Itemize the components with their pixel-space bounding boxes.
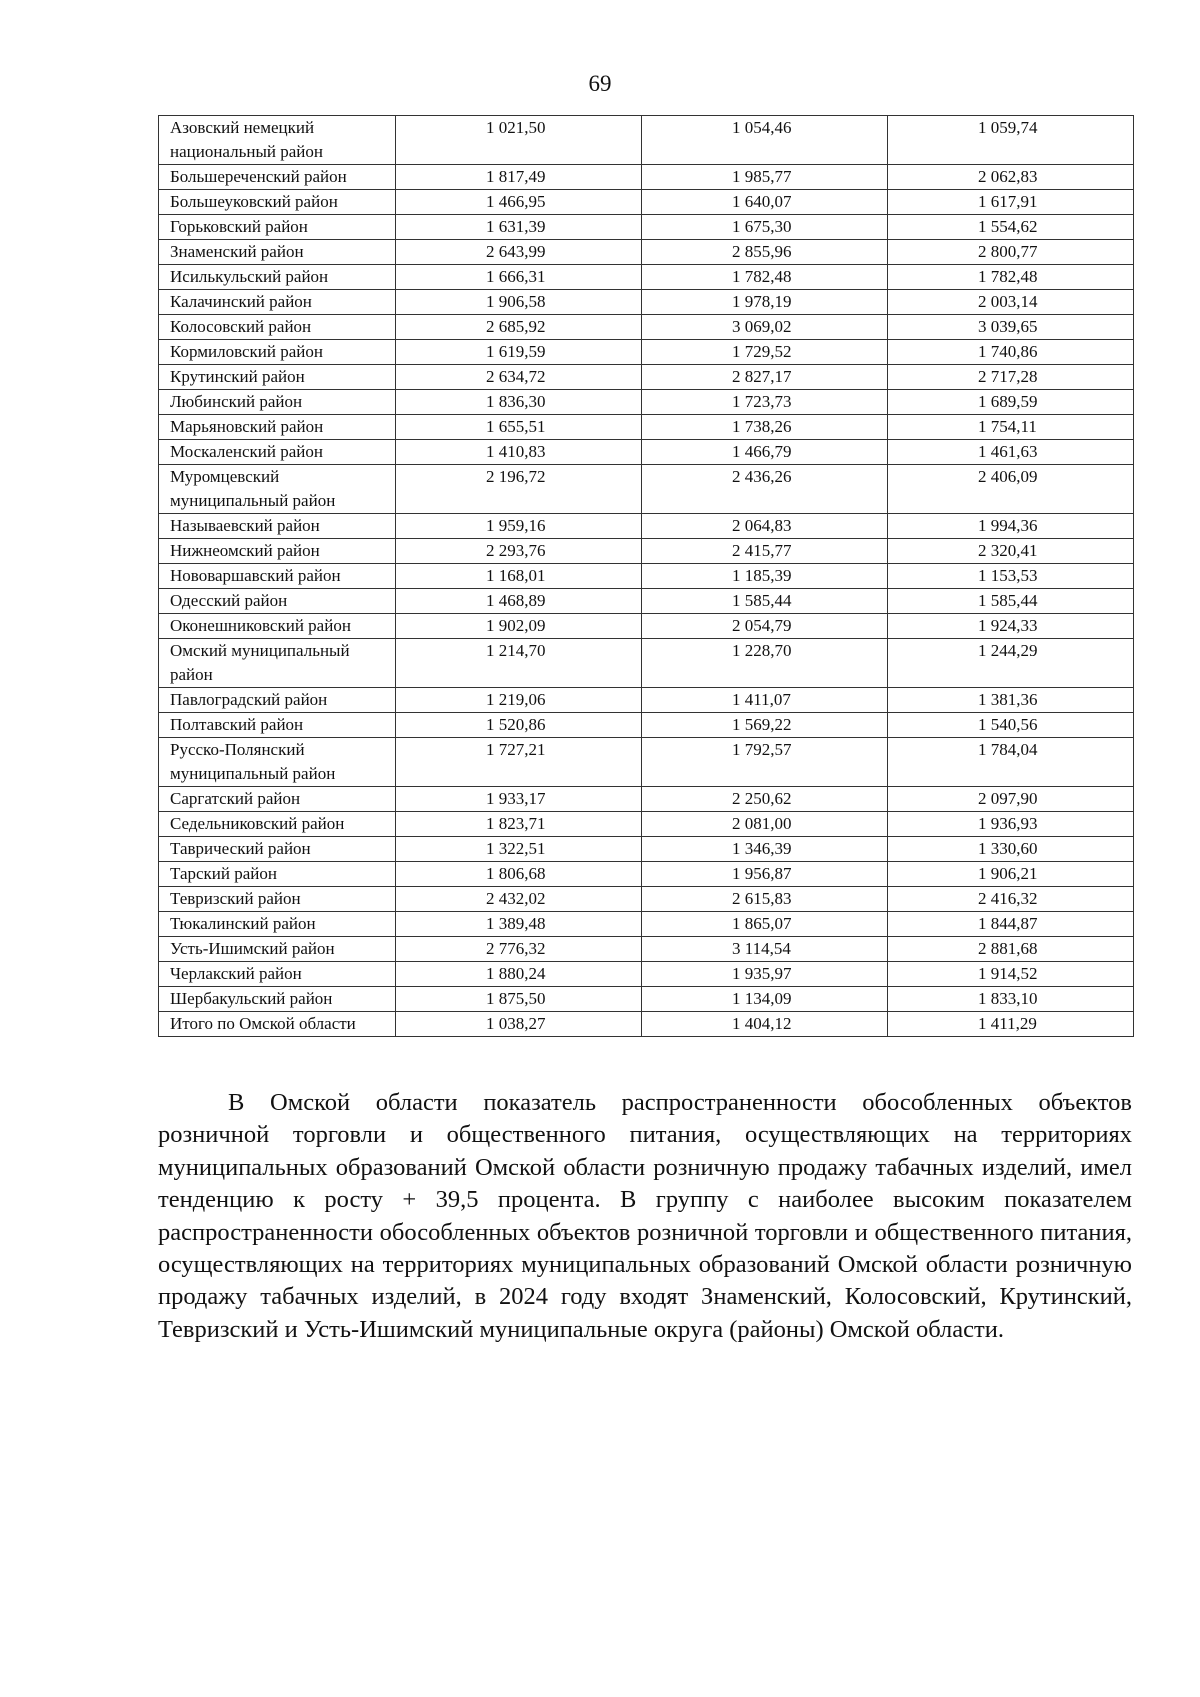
value-cell-col1: 1 902,09 xyxy=(396,614,642,639)
value-cell-col1: 1 219,06 xyxy=(396,688,642,713)
value-cell-col2: 1 185,39 xyxy=(642,564,888,589)
value-cell-col1: 1 655,51 xyxy=(396,415,642,440)
district-name-cell: Итого по Омской области xyxy=(159,1012,396,1037)
value-cell-col1: 2 196,72 xyxy=(396,465,642,514)
district-name-cell: Тевризский район xyxy=(159,887,396,912)
value-cell-col3: 1 585,44 xyxy=(888,589,1134,614)
value-cell-col1: 1 666,31 xyxy=(396,265,642,290)
table-row xyxy=(159,688,1134,713)
value-cell-col3: 2 003,14 xyxy=(888,290,1134,315)
value-cell-col3: 1 924,33 xyxy=(888,614,1134,639)
value-cell-col2: 1 956,87 xyxy=(642,862,888,887)
value-cell-col3: 1 754,11 xyxy=(888,415,1134,440)
district-name-cell: Русско-Полянский муниципальный район xyxy=(159,738,396,787)
district-name-cell: Азовский немецкий национальный район xyxy=(159,116,396,165)
value-cell-col1: 1 875,50 xyxy=(396,987,642,1012)
table-row xyxy=(159,787,1134,812)
value-cell-col1: 1 466,95 xyxy=(396,190,642,215)
district-name-cell: Горьковский район xyxy=(159,215,396,240)
table-row xyxy=(159,987,1134,1012)
table-row xyxy=(159,465,1134,514)
table-row xyxy=(159,912,1134,937)
district-name-cell: Муромцевский муниципальный район xyxy=(159,465,396,514)
value-cell-col3: 1 833,10 xyxy=(888,987,1134,1012)
district-name-cell: Усть-Ишимский район xyxy=(159,937,396,962)
value-cell-col2: 2 855,96 xyxy=(642,240,888,265)
value-cell-col3: 2 406,09 xyxy=(888,465,1134,514)
table-row xyxy=(159,837,1134,862)
value-cell-col1: 1 389,48 xyxy=(396,912,642,937)
summary-paragraph: В Омской области показатель распространенности обособленных объектов розничной торговли и общественного питания, осуществляющих на территориях муниципальных образований Омской области розничную продажу табачных изделий, имел тенденцию к росту + 39,5 процента. В группу с наиболее высоким показателем распространенности обособленных объектов розничной торговли и общественного питания, осуществляющих на территориях муниципальных образований Омской области розничную продажу табачных изделий, в 2024 году входят Знаменский, Колосовский, Крутинский, Тевризский и Усть-Ишимский муниципальные округа (районы) Омской области. xyxy=(158,1089,1132,1343)
value-cell-col2: 1 978,19 xyxy=(642,290,888,315)
value-cell-col2: 1 729,52 xyxy=(642,340,888,365)
value-cell-col1: 1 933,17 xyxy=(396,787,642,812)
district-name-cell: Шербакульский район xyxy=(159,987,396,1012)
table-row xyxy=(159,240,1134,265)
table-row xyxy=(159,713,1134,738)
table-row xyxy=(159,190,1134,215)
value-cell-col2: 3 069,02 xyxy=(642,315,888,340)
table-row xyxy=(159,589,1134,614)
district-name-cell: Омский муниципальный район xyxy=(159,639,396,688)
value-cell-col1: 1 021,50 xyxy=(396,116,642,165)
value-cell-col1: 1 631,39 xyxy=(396,215,642,240)
value-cell-col1: 1 727,21 xyxy=(396,738,642,787)
value-cell-col1: 1 959,16 xyxy=(396,514,642,539)
district-name-cell: Тарский район xyxy=(159,862,396,887)
value-cell-col1: 2 432,02 xyxy=(396,887,642,912)
value-cell-col3: 1 153,53 xyxy=(888,564,1134,589)
district-name-cell: Москаленский район xyxy=(159,440,396,465)
district-name-cell: Седельниковский район xyxy=(159,812,396,837)
table-row xyxy=(159,365,1134,390)
value-cell-col3: 2 416,32 xyxy=(888,887,1134,912)
table-row xyxy=(159,812,1134,837)
table-row xyxy=(159,290,1134,315)
value-cell-col3: 1 461,63 xyxy=(888,440,1134,465)
value-cell-col3: 1 330,60 xyxy=(888,837,1134,862)
value-cell-col3: 1 906,21 xyxy=(888,862,1134,887)
value-cell-col2: 1 675,30 xyxy=(642,215,888,240)
value-cell-col1: 1 214,70 xyxy=(396,639,642,688)
value-cell-col1: 2 776,32 xyxy=(396,937,642,962)
value-cell-col3: 2 881,68 xyxy=(888,937,1134,962)
value-cell-col3: 1 782,48 xyxy=(888,265,1134,290)
value-cell-col3: 1 689,59 xyxy=(888,390,1134,415)
value-cell-col2: 1 411,07 xyxy=(642,688,888,713)
value-cell-col3: 1 411,29 xyxy=(888,1012,1134,1037)
value-cell-col2: 2 436,26 xyxy=(642,465,888,514)
district-name-cell: Нижнеомский район xyxy=(159,539,396,564)
value-cell-col1: 1 880,24 xyxy=(396,962,642,987)
value-cell-col2: 1 723,73 xyxy=(642,390,888,415)
table-row xyxy=(159,116,1134,165)
value-cell-col3: 1 617,91 xyxy=(888,190,1134,215)
value-cell-col2: 1 054,46 xyxy=(642,116,888,165)
value-cell-col1: 2 293,76 xyxy=(396,539,642,564)
value-cell-col2: 1 134,09 xyxy=(642,987,888,1012)
table-row xyxy=(159,315,1134,340)
district-name-cell: Кормиловский район xyxy=(159,340,396,365)
value-cell-col2: 2 054,79 xyxy=(642,614,888,639)
value-cell-col3: 1 936,93 xyxy=(888,812,1134,837)
table-row xyxy=(159,265,1134,290)
district-name-cell: Саргатский район xyxy=(159,787,396,812)
value-cell-col1: 1 817,49 xyxy=(396,165,642,190)
table-row xyxy=(159,390,1134,415)
value-cell-col1: 1 906,58 xyxy=(396,290,642,315)
value-cell-col3: 2 097,90 xyxy=(888,787,1134,812)
value-cell-col1: 1 168,01 xyxy=(396,564,642,589)
value-cell-col3: 1 740,86 xyxy=(888,340,1134,365)
table-row xyxy=(159,937,1134,962)
value-cell-col2: 3 114,54 xyxy=(642,937,888,962)
value-cell-col2: 1 985,77 xyxy=(642,165,888,190)
value-cell-col2: 1 466,79 xyxy=(642,440,888,465)
value-cell-col3: 1 244,29 xyxy=(888,639,1134,688)
value-cell-col3: 2 062,83 xyxy=(888,165,1134,190)
district-name-cell: Павлоградский район xyxy=(159,688,396,713)
table-row xyxy=(159,165,1134,190)
value-cell-col1: 2 643,99 xyxy=(396,240,642,265)
district-name-cell: Крутинский район xyxy=(159,365,396,390)
district-name-cell: Оконешниковский район xyxy=(159,614,396,639)
value-cell-col3: 1 554,62 xyxy=(888,215,1134,240)
value-cell-col1: 2 634,72 xyxy=(396,365,642,390)
value-cell-col2: 1 585,44 xyxy=(642,589,888,614)
value-cell-col2: 2 064,83 xyxy=(642,514,888,539)
value-cell-col2: 1 640,07 xyxy=(642,190,888,215)
table-row xyxy=(159,1012,1134,1037)
value-cell-col2: 2 250,62 xyxy=(642,787,888,812)
value-cell-col1: 1 836,30 xyxy=(396,390,642,415)
district-name-cell: Колосовский район xyxy=(159,315,396,340)
table-row xyxy=(159,514,1134,539)
value-cell-col3: 1 784,04 xyxy=(888,738,1134,787)
district-name-cell: Марьяновский район xyxy=(159,415,396,440)
district-name-cell: Называевский район xyxy=(159,514,396,539)
body-text xyxy=(158,1087,1132,1346)
table-row xyxy=(159,215,1134,240)
value-cell-col2: 1 935,97 xyxy=(642,962,888,987)
district-name-cell: Одесский район xyxy=(159,589,396,614)
value-cell-col2: 2 827,17 xyxy=(642,365,888,390)
table-row xyxy=(159,887,1134,912)
table-body xyxy=(159,116,1134,1037)
value-cell-col3: 2 320,41 xyxy=(888,539,1134,564)
value-cell-col2: 2 615,83 xyxy=(642,887,888,912)
table-row xyxy=(159,415,1134,440)
district-name-cell: Исилькульский район xyxy=(159,265,396,290)
table-row xyxy=(159,539,1134,564)
value-cell-col2: 1 346,39 xyxy=(642,837,888,862)
district-name-cell: Таврический район xyxy=(159,837,396,862)
value-cell-col1: 1 619,59 xyxy=(396,340,642,365)
value-cell-col1: 1 520,86 xyxy=(396,713,642,738)
value-cell-col2: 1 404,12 xyxy=(642,1012,888,1037)
table-row xyxy=(159,614,1134,639)
value-cell-col3: 1 381,36 xyxy=(888,688,1134,713)
district-name-cell: Черлакский район xyxy=(159,962,396,987)
value-cell-col2: 2 081,00 xyxy=(642,812,888,837)
value-cell-col2: 2 415,77 xyxy=(642,539,888,564)
value-cell-col3: 1 540,56 xyxy=(888,713,1134,738)
value-cell-col2: 1 228,70 xyxy=(642,639,888,688)
table-row xyxy=(159,738,1134,787)
district-name-cell: Калачинский район xyxy=(159,290,396,315)
district-name-cell: Нововаршавский район xyxy=(159,564,396,589)
value-cell-col2: 1 865,07 xyxy=(642,912,888,937)
value-cell-col3: 3 039,65 xyxy=(888,315,1134,340)
value-cell-col2: 1 738,26 xyxy=(642,415,888,440)
value-cell-col3: 2 800,77 xyxy=(888,240,1134,265)
value-cell-col1: 1 038,27 xyxy=(396,1012,642,1037)
table-row xyxy=(159,564,1134,589)
value-cell-col3: 1 844,87 xyxy=(888,912,1134,937)
district-name-cell: Любинский район xyxy=(159,390,396,415)
district-name-cell: Большереченский район xyxy=(159,165,396,190)
district-name-cell: Полтавский район xyxy=(159,713,396,738)
value-cell-col3: 1 914,52 xyxy=(888,962,1134,987)
value-cell-col2: 1 792,57 xyxy=(642,738,888,787)
value-cell-col3: 1 059,74 xyxy=(888,116,1134,165)
table-row xyxy=(159,340,1134,365)
district-name-cell: Тюкалинский район xyxy=(159,912,396,937)
value-cell-col2: 1 569,22 xyxy=(642,713,888,738)
value-cell-col1: 1 410,83 xyxy=(396,440,642,465)
value-cell-col3: 2 717,28 xyxy=(888,365,1134,390)
table-row xyxy=(159,962,1134,987)
table-row xyxy=(159,862,1134,887)
value-cell-col1: 1 322,51 xyxy=(396,837,642,862)
district-name-cell: Знаменский район xyxy=(159,240,396,265)
district-data-table xyxy=(158,115,1134,1037)
value-cell-col1: 1 806,68 xyxy=(396,862,642,887)
value-cell-col2: 1 782,48 xyxy=(642,265,888,290)
value-cell-col3: 1 994,36 xyxy=(888,514,1134,539)
district-name-cell: Большеуковский район xyxy=(159,190,396,215)
table-row xyxy=(159,639,1134,688)
table-row xyxy=(159,440,1134,465)
value-cell-col1: 1 823,71 xyxy=(396,812,642,837)
value-cell-col1: 2 685,92 xyxy=(396,315,642,340)
value-cell-col1: 1 468,89 xyxy=(396,589,642,614)
page-number: 69 xyxy=(588,71,612,96)
